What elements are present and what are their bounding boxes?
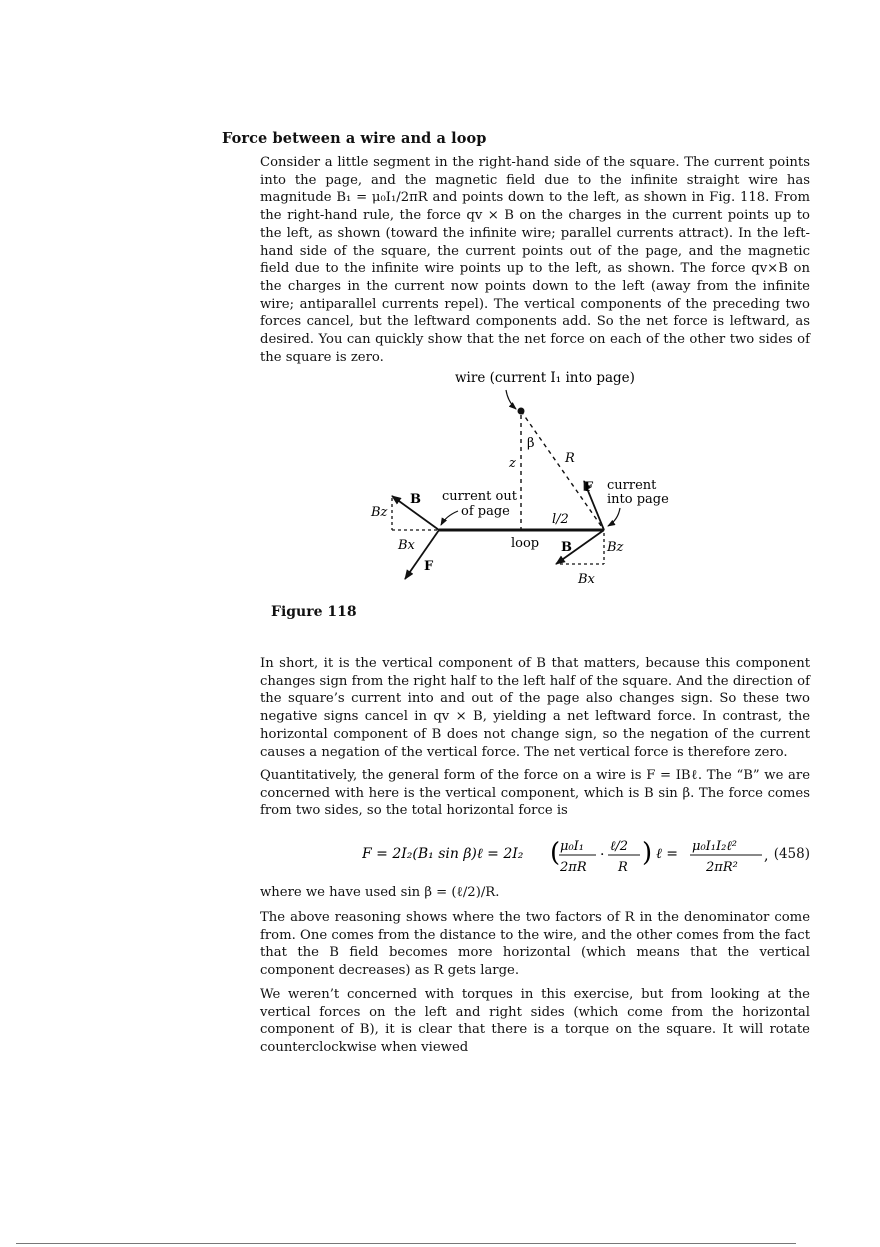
paragraph-3	[260, 767, 810, 820]
frac2-numerator: ℓ/2	[610, 839, 629, 854]
paragraph-3-text: Quantitatively, the general form of the force on a wire is F = IBℓ. The “B” we are concerned with here is the vertical component, which is B sin β. The force comes from two sides, so the total horizontal force is	[260, 768, 810, 819]
paragraph-4	[260, 884, 810, 902]
equation-number: (458)	[773, 846, 810, 862]
paragraph-1-text: Consider a little segment in the right-hand side of the square. The current points into the page, and the magnetic field due to the infinite straight wire has magnitude B₁ = μ₀I₁/2πR and points down to the left, as shown in Fig. 118. From the right-hand rule, the force qv × B on the charges in the current points up to the left, as shown (toward the infinite wire; parallel currents attract). In the left-hand side of the square, the current points out of the page, and the magnetic field due to the infinite wire points up to the left, as shown. The force qv×B on the charges in the current now points down to the left (away from the infinite wire; antiparallel currents repel). The vertical components of the preceding two forces cancel, but the leftward components add. So the net force is leftward, as desired. You can quickly show that the net force on each of the other two sides of the square is zero.	[260, 155, 810, 365]
paragraph-6-text: We weren’t concerned with torques in this exercise, but from looking at the vertical forces on the left and right sides (which come from the horizontal component of B), it is clear that there is a torque on the square. It will rotate counterclockwise when viewed	[260, 987, 810, 1056]
wire-pointer-arrow	[506, 390, 516, 409]
paragraph-1	[260, 154, 810, 366]
wire-label: wire (current I₁ into page)	[455, 370, 635, 386]
paragraph-5-text: The above reasoning shows where the two factors of R in the denominator come from. One comes from the distance to the wire, and the other comes from the fact that the B field becomes more horizontal (which means that the vertical component decreases) as R gets large.	[260, 910, 810, 979]
equation-458	[362, 834, 810, 884]
z-label: z	[509, 456, 516, 471]
open-paren: (	[550, 838, 561, 868]
equation-lhs: F = 2I₂(B₁ sin β)ℓ = 2I₂	[362, 846, 524, 862]
current-out-label-1: current out	[442, 489, 517, 504]
paragraph-2-text: In short, it is the vertical component of B that matters, because this component changes sign from the right half to the left half of the square. And the direction of the square’s current into and out of the page also changes sign. So these two negative signs cancel in qv × B, yielding a net leftward force. In contrast, the horizontal component of B does not change sign, so the negation of the current causes a negation of the vertical force. The net vertical force is therefore zero.	[260, 656, 810, 760]
frac3-denominator: 2πR²	[706, 860, 738, 875]
figure-caption: Figure 118	[271, 604, 357, 620]
dot-operator: ·	[600, 847, 605, 863]
Bz-left-label: Bz	[371, 505, 388, 520]
l-half-label: l/2	[552, 512, 569, 527]
loop-label: loop	[511, 536, 540, 551]
paragraph-4-text: where we have used sin β = (ℓ/2)/R.	[260, 885, 500, 900]
current-into-label-2: into page	[607, 492, 669, 507]
paragraph-6	[260, 986, 810, 1057]
equation-svg	[362, 834, 810, 884]
close-paren: )	[642, 838, 653, 868]
section-title: Force between a wire and a loop	[222, 130, 487, 147]
R-label: R	[565, 451, 575, 466]
frac1-numerator: μ₀I₁	[560, 839, 585, 854]
Bx-right-label: Bx	[578, 572, 595, 587]
figure-118-diagram	[360, 362, 680, 594]
frac3-numerator: μ₀I₁I₂ℓ²	[692, 839, 737, 854]
footer-rule	[16, 1243, 796, 1244]
equation-mid: ℓ =	[656, 846, 679, 862]
paragraph-2	[260, 655, 810, 761]
current-into-label-1: current	[607, 478, 657, 493]
B-label-right: B	[561, 540, 572, 555]
current-out-pointer	[441, 511, 458, 525]
current-out-label-2: of page	[461, 504, 510, 519]
Bx-left-label: Bx	[398, 538, 415, 553]
frac1-denominator: 2πR	[560, 860, 587, 875]
equation-comma: ,	[764, 848, 769, 864]
beta-label: β	[527, 436, 535, 451]
Bz-right-label: Bz	[607, 540, 624, 555]
frac2-denominator: R	[618, 860, 628, 875]
current-into-pointer	[608, 508, 620, 526]
B-label-left: B	[410, 492, 421, 507]
F-label-right: F	[584, 480, 594, 495]
paragraph-5	[260, 909, 810, 980]
F-label-left: F	[424, 559, 434, 574]
